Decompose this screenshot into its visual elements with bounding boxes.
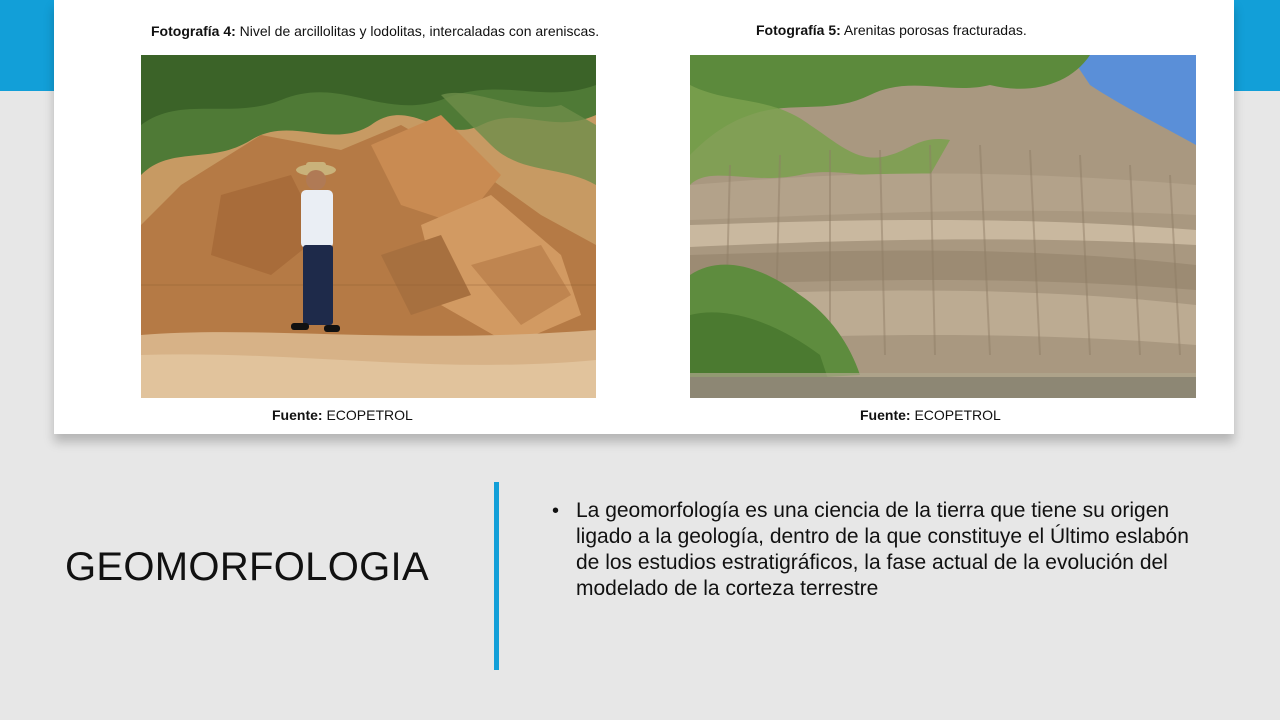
bullet-item <box>552 498 1212 602</box>
bullet-list <box>552 498 1212 602</box>
figure-5-source-label: Fuente: <box>860 407 911 423</box>
figure-5-source-text: ECOPETROL <box>910 407 1001 423</box>
figure-5-caption-text: Arenitas porosas fracturadas. <box>840 22 1027 38</box>
figure-4-photo <box>141 55 596 398</box>
figure-4-image <box>141 55 596 398</box>
bullet-dot-icon: • <box>552 500 560 522</box>
figure-4-source-text: ECOPETROL <box>322 407 413 423</box>
figure-4-source-label: Fuente: <box>272 407 323 423</box>
figure-5-image <box>690 55 1196 398</box>
figure-5-caption <box>756 22 1027 38</box>
figure-5-photo <box>690 55 1196 398</box>
figure-5-caption-label: Fotografía 5: <box>756 22 841 38</box>
photo-card <box>54 0 1234 434</box>
figure-5-source <box>860 407 1001 423</box>
figure-4-caption-text: Nivel de arcillolitas y lodolitas, intercaladas con areniscas. <box>235 23 600 39</box>
slide-title: GEOMORFOLOGIA <box>65 545 429 589</box>
figure-4-caption <box>151 23 599 39</box>
vertical-divider <box>494 482 499 670</box>
bullet-text: La geomorfología es una ciencia de la tierra que tiene su origen ligado a la geología, dentro de la que constituye el Último eslabón de los estudios estratigráficos, la fase actual de la evolución del modelado de la corteza terrestre <box>576 499 1189 600</box>
figure-4-caption-label: Fotografía 4: <box>151 23 236 39</box>
figure-4-source <box>272 407 413 423</box>
